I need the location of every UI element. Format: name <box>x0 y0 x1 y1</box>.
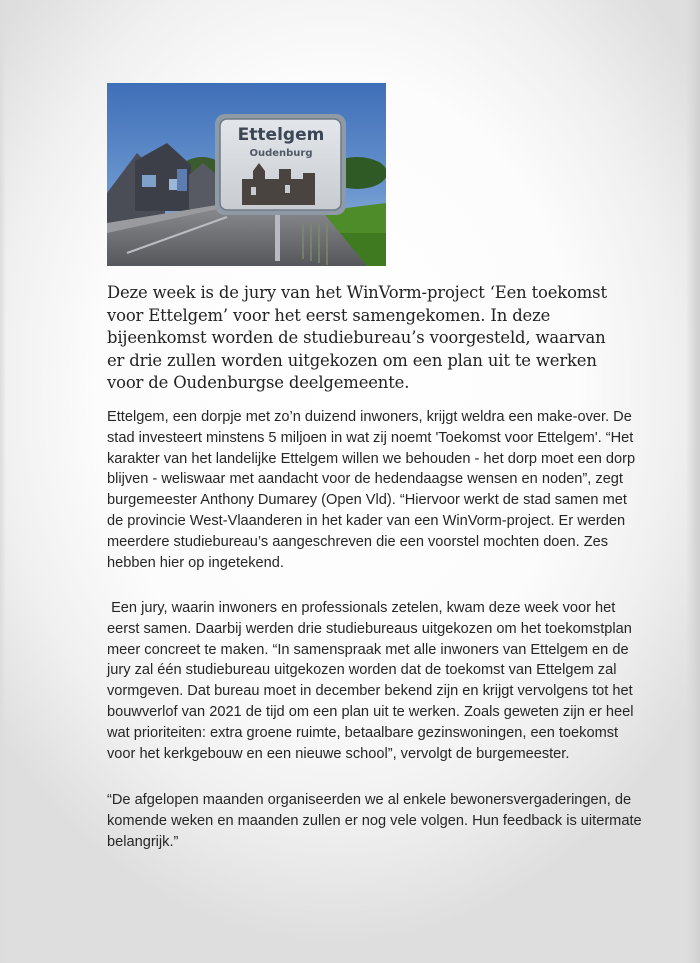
sign-title: Ettelgem <box>237 125 325 145</box>
article-paragraph-3: “De afgelopen maanden organiseerden we al enkele bewonersvergaderingen, de komende weken en maanden zullen er nog vele volgen. Hun feedback is uitermate belangrijk.” <box>107 792 642 850</box>
article-paragraph-2: Een jury, waarin inwoners en professionals zetelen, kwam deze week voor het eerst samen. Daarbij werden drie studiebureaus uitgekozen om het toekomstplan meer concreet te maken. “In samenspraak met alle inwoners van Ettelgem en de jury zal één studiebureau uitgekozen worden dat de toekomst van Ettelgem zal vormgeven. Dat bureau moet in december bekend zijn en krijgt vervolgens tot het bouwverlof van 2021 de tijd om een plan uit te werken. Zoals geweten zijn er heel wat prioriteiten: extra groene ruimte, betaalbare gezinswoningen, een toekomst voor het kerkgebouw en een nieuwe school”, vervolgt de burgemeester. <box>107 600 638 762</box>
scan-right-edge-shadow <box>686 0 700 963</box>
article-paragraph-1: Ettelgem, een dorpje met zo’n duizend inwoners, krijgt weldra een make-over. De stad investeert minstens 5 miljoen in wat zij noemt 'Toekomst voor Ettelgem'. “Het karakter van het landelijke Ettelgem willen we behouden - het dorp moet een dorp blijven - weliswaar met aandacht voor de hedendaagse wensen en noden”, zegt burgemeester Anthony Dumarey (Open Vld). “Hiervoor werkt de stad samen met de provincie West-Vlaanderen in het kader van een WinVorm-project. Er werden meerdere studiebureau’s aangeschreven die een voorstel mochten doen. Zes hebben hier op ingetekend. <box>107 409 636 571</box>
article-photo <box>107 83 386 266</box>
scan-left-edge-shadow <box>0 0 6 963</box>
sign-subtitle: Oudenburg <box>249 148 313 159</box>
article-lead: Deze week is de jury van het WinVorm-project ‘Een toekomst voor Ettelgem’ voor het eerst samengekomen. In deze bijeenkomst worden de studiebureau’s voorgesteld, waarvan er drie zullen worden uitgekozen om een plan uit te werken voor de Oudenburgse deelgemeente. <box>107 283 607 392</box>
